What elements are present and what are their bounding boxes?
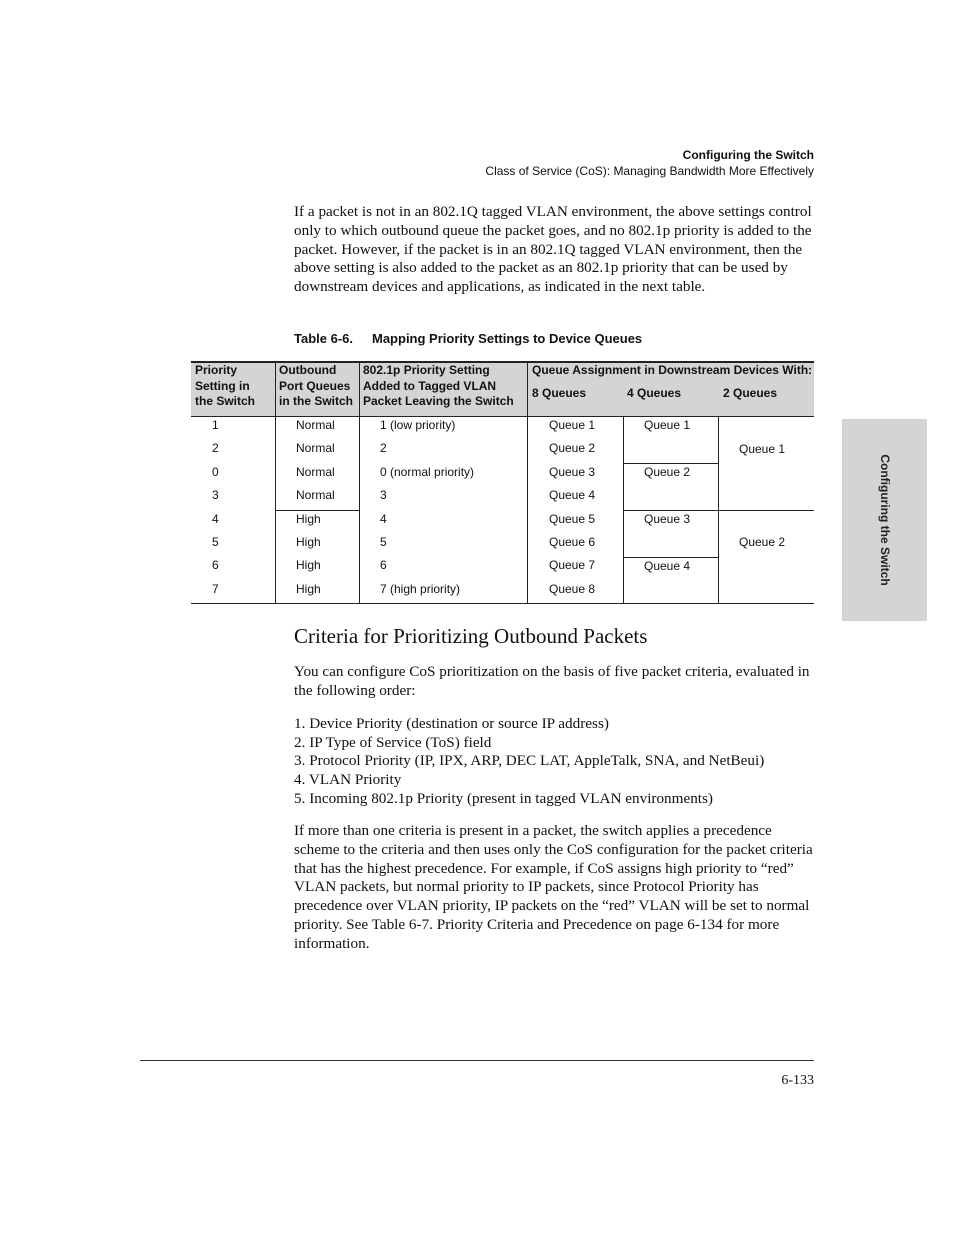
- two-queue-group-2: Queue 2: [739, 535, 786, 549]
- cell-outbound: Normal: [296, 418, 335, 432]
- cell-outbound: High: [296, 581, 321, 596]
- table-bottom-rule: [191, 603, 814, 604]
- cell-8-queues: Queue 4: [549, 488, 596, 503]
- header-line: in the Switch: [279, 394, 354, 408]
- table-col-divider: [359, 361, 360, 604]
- table-caption-number: Table 6-6.: [294, 331, 354, 346]
- header-line: Added to Tagged VLAN: [363, 378, 497, 393]
- table-caption-title: Mapping Priority Settings to Device Queues: [372, 331, 643, 346]
- cell-priority: 2: [212, 441, 219, 456]
- page-number: 6-133: [781, 1073, 814, 1088]
- cell-priority: 5: [212, 535, 219, 549]
- list-item: 1. Device Priority (destination or source IP address): [294, 715, 609, 732]
- four-queue-group-3: Queue 3: [644, 512, 691, 526]
- header-2-queues: 2 Queues: [723, 386, 778, 400]
- cell-8-queues: Queue 2: [549, 441, 596, 456]
- cell-8-queues: Queue 7: [549, 558, 596, 573]
- cell-8021p: 6: [380, 558, 387, 573]
- cell-8-queues: Queue 3: [549, 464, 596, 479]
- cell-8021p: 1 (low priority): [380, 418, 456, 432]
- list-item: 3. Protocol Priority (IP, IPX, ARP, DEC LAT, AppleTalk, SNA, and NetBeui): [294, 752, 765, 770]
- list-item: 5. Incoming 802.1p Priority (present in tagged VLAN environments): [294, 789, 713, 807]
- four-queue-group-2: Queue 2: [644, 465, 691, 479]
- header-downstream: Queue Assignment in Downstream Devices With:: [532, 363, 813, 377]
- cell-priority: 4: [212, 511, 219, 526]
- cell-8021p: 2: [380, 441, 387, 456]
- cell-8-queues: Queue 8: [549, 581, 596, 596]
- criteria-intro: You can configure CoS prioritization on the basis of five packet criteria, evaluated in the following order:: [294, 663, 810, 699]
- four-queue-group-4: Queue 4: [644, 559, 691, 573]
- cell-outbound: Normal: [296, 464, 335, 479]
- running-header: [485, 148, 814, 179]
- header-line: Setting in: [195, 378, 250, 393]
- cell-outbound: High: [296, 535, 321, 549]
- header-priority: [195, 363, 255, 410]
- header-line: Packet Leaving the Switch: [363, 394, 514, 408]
- four-queue-group-rule: [623, 510, 718, 511]
- cell-8021p: 7 (high priority): [380, 581, 461, 596]
- cell-outbound: Normal: [296, 488, 335, 503]
- table-header-rule: [191, 416, 814, 417]
- four-queue-group-rule: [623, 463, 718, 464]
- cell-outbound: High: [296, 558, 321, 573]
- four-queue-group-rule: [623, 557, 718, 558]
- header-8-queues: 8 Queues: [532, 386, 587, 400]
- two-queue-group-1: Queue 1: [739, 442, 786, 456]
- cell-8021p: 4: [380, 511, 387, 526]
- table-col-divider: [275, 361, 276, 604]
- cell-priority: 7: [212, 581, 219, 596]
- cell-outbound: Normal: [296, 441, 335, 456]
- precedence-paragraph: If more than one criteria is present in a packet, the switch applies a precedence scheme to the criteria and then uses only the CoS configuration for the packet criteria that has the highest precedence. For example, if CoS assigns high priority to “red” VLAN packets, but normal priority to IP packets, since Protocol Priority has precedence over VLAN priority, IP packets on the “red” VLAN will be set to normal priority. See Table 6-7. Priority Criteria and Precedence on page 6-134 for more information.: [294, 822, 813, 952]
- footer-rule: [140, 1060, 814, 1061]
- section-heading: Criteria for Prioritizing Outbound Packets: [294, 624, 648, 648]
- cell-8-queues: Queue 5: [549, 511, 596, 526]
- priority-mapping-table: [191, 361, 814, 604]
- chapter-thumb-tab-label: Configuring the Switch: [877, 454, 892, 586]
- list-item: 2. IP Type of Service (ToS) field: [294, 733, 492, 751]
- header-8021p: [363, 363, 514, 410]
- cell-priority: 6: [212, 558, 219, 573]
- cell-8-queues: Queue 1: [549, 418, 596, 432]
- cell-priority: 0: [212, 464, 219, 479]
- two-queue-group-rule: [718, 510, 814, 511]
- criteria-list: [294, 715, 764, 809]
- header-4-queues: 4 Queues: [627, 386, 682, 400]
- cell-8021p: 0 (normal priority): [380, 464, 475, 479]
- header-line: Priority: [195, 363, 238, 377]
- cell-8-queues: Queue 6: [549, 535, 596, 549]
- header-outbound: [279, 363, 353, 410]
- cell-8021p: 3: [380, 488, 387, 503]
- chapter-thumb-tab: [842, 419, 927, 621]
- cell-8021p: 5: [380, 535, 387, 549]
- intro-paragraph: If a packet is not in an 802.1Q tagged VLAN environment, the above settings control only to which outbound queue the packet goes, and no 802.1p priority is added to the packet. However, if the packet is in an 802.1Q tagged VLAN environment, then the above setting is also added to the packet as an 802.1p priority that can be used by downstream devices and applications, as indicated in the next table.: [294, 203, 812, 296]
- table-caption: [294, 331, 642, 346]
- cell-priority: 1: [212, 418, 219, 432]
- section-title: Class of Service (CoS): Managing Bandwidth More Effectively: [485, 164, 814, 178]
- chapter-title: Configuring the Switch: [682, 148, 814, 162]
- list-item: 4. VLAN Priority: [294, 771, 402, 789]
- header-line: the Switch: [195, 394, 256, 408]
- header-line: Port Queues: [279, 378, 351, 393]
- cell-outbound: High: [296, 511, 321, 526]
- header-line: Outbound: [279, 363, 337, 377]
- header-line: 802.1p Priority Setting: [363, 363, 490, 377]
- four-queue-group-1: Queue 1: [644, 418, 691, 432]
- table-col-divider: [527, 361, 528, 604]
- cell-priority: 3: [212, 488, 219, 503]
